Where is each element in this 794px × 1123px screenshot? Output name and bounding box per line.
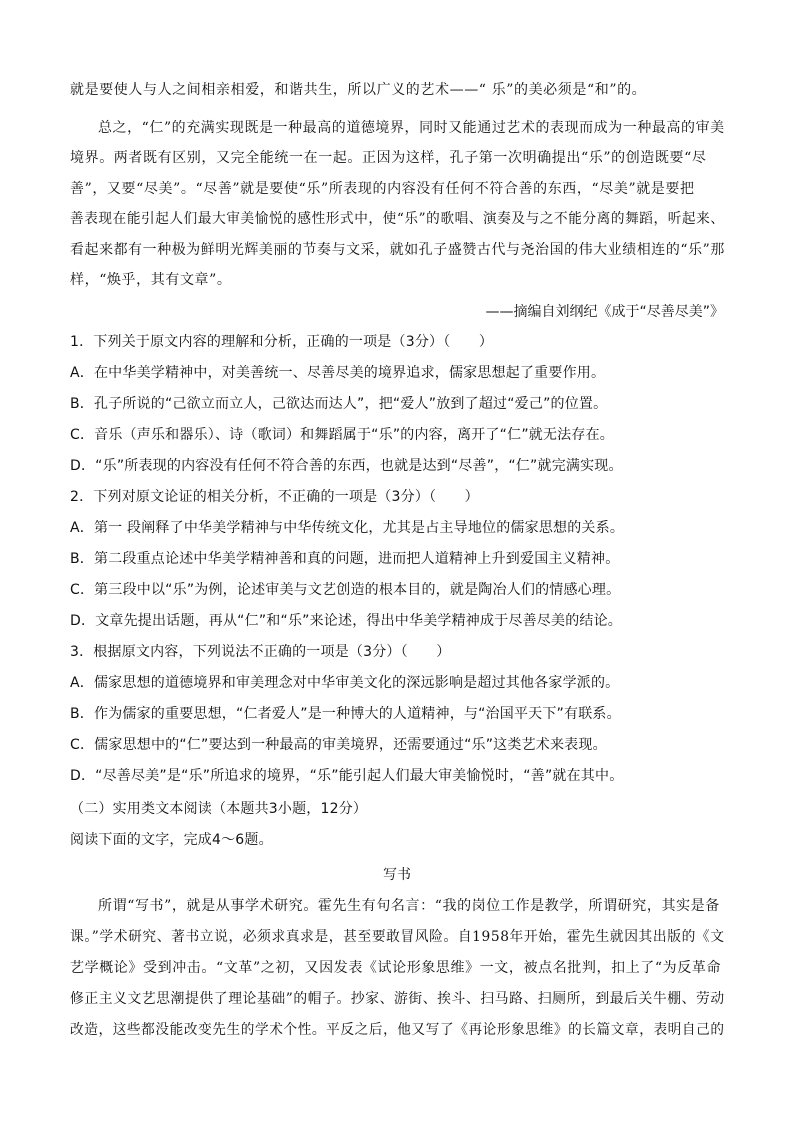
question-option: D．“乐”所表现的内容没有任何不符合善的东西，也就是达到“尽善”，“仁”就完满实现。 — [70, 458, 623, 474]
passage-line: 善表现在能引起人们最大审美愉悦的感性形式中，使“乐”的歌唱、演奏及与之不能分离的舞蹈，听起来、 — [70, 211, 725, 227]
article-line: 所谓“写书”，就是从事学术研究。霍先生有句名言：“我的岗位工作是教学，所谓研究，其实是备 — [98, 898, 720, 914]
passage-line: 总之，“仁”的充满实现既是一种最高的道德境界，同时又能通过艺术的表现而成为一种最高的审美 — [98, 120, 725, 136]
article-line: 改造，这些都没能改变先生的学术个性。平反之后，他又写了《再论形象思维》的长篇文章，表明自己的 — [70, 1022, 725, 1038]
source-attribution: ——摘编自刘纲纪《成于“尽善尽美”》 — [485, 304, 724, 320]
question-stem: 2．下列对原文论证的相关分析，不正确的一项是（3分）（ ） — [70, 489, 479, 505]
question-option: A．第一 段阐释了中华美学精神与中华传统文化，尤其是占主导地位的儒家思想的关系。 — [70, 520, 625, 536]
question-stem: 3．根据原文内容，下列说法不正确的一项是（3分）（ ） — [70, 644, 451, 660]
question-option: C．第三段中以“乐”为例，论述审美与文艺创造的根本目的，就是陶冶人们的情感心理。 — [70, 582, 621, 598]
question-option: B．作为儒家的重要思想，“仁者爱人”是一种博大的人道精神，与“治国平天下”有联系。 — [70, 706, 621, 722]
passage-line: 看起来都有一种极为鲜明光辉美丽的节奏与文采，就如孔子盛赞古代与尧治国的伟大业绩相连的“乐”那 — [70, 242, 725, 258]
passage-line: 善”，又要“尽美”。“尽善”就是要使“乐”所表现的内容没有任何不符合善的东西，“尽美”就是要把 — [70, 181, 695, 197]
question-option: C．儒家思想中的“仁”要达到一种最高的审美境界，还需要通过“乐”这类艺术来表现。 — [70, 737, 607, 753]
question-stem: 1．下列关于原文内容的理解和分析，正确的一项是（3分）（ ） — [70, 334, 494, 350]
passage-line: 境界。两者既有区别，又完全能统一在一起。正因为这样，孔子第一次明确提出“乐”的创造既要“尽 — [70, 150, 707, 166]
section-heading: （二）实用类文本阅读（本题共3小题，12分） — [70, 801, 368, 817]
question-option: D．“尽善尽美”是“乐”所追求的境界，“乐”能引起人们最大审美愉悦时，“善”就在其中。 — [70, 768, 624, 784]
question-option: A．在中华美学精神中，对美善统一、尽善尽美的境界追求，儒家思想起了重要作用。 — [70, 365, 606, 381]
passage-line: 样，“焕乎，其有文章”。 — [70, 272, 232, 288]
question-option: A．儒家思想的道德境界和审美理念对中华审美文化的深远影响是超过其他各家学派的。 — [70, 675, 620, 691]
question-option: D．文章先提出话题，再从“仁”和“乐”来论述，得出中华美学精神成于尽善尽美的结论。 — [70, 613, 622, 629]
section-instruction: 阅读下面的文字，完成4～6题。 — [70, 832, 273, 848]
article-line: 艺学概论》受到冲击。“文革”之初，又因发表《试论形象思维》一文，被点名批判，扣上了“为反革命 — [70, 960, 722, 976]
question-option: B．孔子所说的“己欲立而立人，己欲达而达人”，把“爱人”放到了超过“爱己”的位置。 — [70, 396, 608, 412]
passage-line: 就是要使人与人之间相亲相爱，和谐共生，所以广义的艺术——“ 乐”的美必须是“和”的。 — [70, 82, 647, 98]
question-option: B．第二段重点论述中华美学精神善和真的问题，进而把人道精神上升到爱国主义精神。 — [70, 551, 620, 567]
article-title: 写书 — [383, 867, 411, 883]
question-option: C．音乐（声乐和器乐）、诗（歌词）和舞蹈属于“乐”的内容，离开了“仁”就无法存在。 — [70, 427, 614, 443]
article-line: 课。”学术研究、著书立说，必须求真求是，甚至要敢冒风险。自1958年开始，霍先生就因其出版的《文 — [70, 929, 725, 945]
article-line: 修正主义文艺思潮提供了理论基础”的帽子。抄家、游街、挨斗、扫马路、扫厕所，到最后关牛棚、劳动 — [70, 991, 725, 1007]
